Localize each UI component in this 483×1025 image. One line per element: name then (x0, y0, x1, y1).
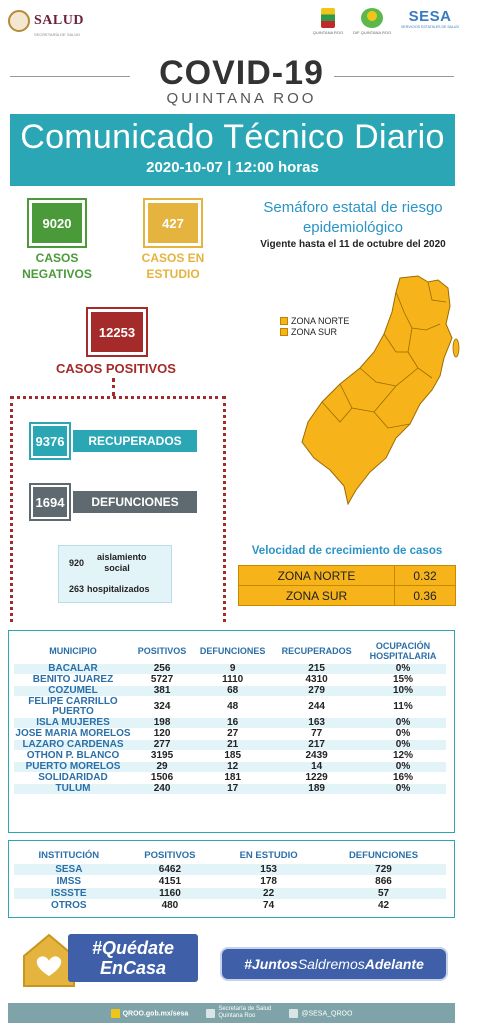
institucion-row-name: IMSS (56, 876, 82, 887)
adelante-word: Adelante (364, 956, 424, 972)
defunciones-row (31, 485, 197, 519)
footer-web[interactable] (111, 1009, 189, 1018)
municipio-row (14, 729, 446, 739)
negativos-label (10, 250, 104, 282)
footer (8, 1003, 455, 1023)
sesa-logo-text: SESA (408, 8, 452, 25)
quedate-line1: #Quédate (91, 938, 175, 958)
municipio-row-cell: 0% (360, 762, 446, 772)
col-header-defunciones: DEFUNCIONES (348, 850, 419, 861)
quintana-roo-map (300, 272, 460, 508)
legend-swatch-icon (280, 317, 288, 325)
col-header-defunciones: DEFUNCIONES (199, 646, 266, 656)
footer-twitter-text: @SESA_QROO (301, 1009, 353, 1017)
footer-facebook-line2: Quintana Roo (218, 1013, 256, 1019)
municipio-row-cell: 163 (273, 718, 360, 728)
negativos-label-line1: CASOS (35, 251, 79, 265)
salud-logo-text: SALUD (34, 13, 84, 28)
report-date: 2020-10-07 | 12:00 horas (146, 159, 319, 176)
map-cozumel-island (453, 339, 459, 357)
institucion-row-cell: 153 (216, 864, 321, 875)
institucion-row-name: SESA (14, 864, 124, 875)
legend-label-norte: ZONA NORTE (291, 316, 350, 326)
salud-logo (8, 10, 84, 37)
dif-sun-icon (361, 8, 383, 28)
institucion-row-cell: 729 (321, 864, 446, 875)
municipio-row-cell: 10% (360, 686, 446, 696)
col-header-positivos: POSITIVOS (144, 850, 196, 861)
municipio-row-cell: 17 (192, 784, 273, 794)
municipio-row-cell: 15% (392, 674, 413, 685)
negativos-box (27, 198, 87, 248)
globe-icon (111, 1009, 120, 1018)
legend-label-sur: ZONA SUR (291, 327, 338, 337)
quedate-line2: EnCasa (99, 958, 167, 978)
dif-logo-caption: DIF QUINTANA ROO (353, 30, 392, 35)
municipio-row-cell: 1110 (222, 674, 244, 685)
municipio-row-name: BACALAR (14, 664, 132, 674)
aislamiento-label-line1: aislamiento (97, 552, 147, 562)
municipio-row-cell: 189 (273, 784, 360, 794)
estudio-label-line1: CASOS EN (141, 251, 205, 265)
semaforo-title: Semáforo estatal de riesgo epidemiológico (263, 199, 443, 236)
institucion-row-cell: 22 (216, 888, 321, 899)
instituciones-header-row (14, 850, 446, 863)
velocidad-zona: ZONA SUR (239, 586, 395, 606)
municipio-row (14, 773, 446, 783)
col-header-en-estudio: EN ESTUDIO (239, 850, 298, 861)
aislamiento-box (58, 545, 172, 603)
aislamiento-label (97, 552, 147, 574)
municipio-row-name: SOLIDARIDAD (38, 772, 108, 783)
municipio-row-cell: 277 (132, 740, 192, 750)
footer-facebook[interactable] (206, 1006, 271, 1020)
municipio-row-cell: 181 (224, 772, 242, 783)
recuperados-value: 9376 (31, 424, 69, 458)
municipio-row-cell: 0% (395, 728, 411, 739)
velocidad-title: Velocidad de crecimiento de casos (251, 545, 443, 557)
municipio-row-name: COZUMEL (14, 686, 132, 696)
municipio-row (14, 664, 446, 674)
municipio-row-cell: 244 (308, 701, 325, 712)
banner-title: Comunicado Técnico Diario (20, 118, 445, 156)
positivos-box (86, 307, 148, 357)
municipio-row-name: BENITO JUAREZ (32, 674, 114, 685)
sesa-logo (401, 8, 459, 29)
institucion-row (14, 900, 446, 911)
estudio-value: 427 (148, 203, 198, 243)
hospitalizados-value: 263 (69, 584, 85, 594)
municipio-row (14, 697, 446, 717)
municipio-row-cell: 9 (192, 664, 273, 674)
velocidad-valor: 0.36 (395, 586, 456, 606)
institucion-row-name: OTROS (51, 900, 87, 911)
municipio-row (14, 740, 446, 750)
instituciones-body (14, 864, 446, 911)
municipio-row-cell: 0% (360, 740, 446, 750)
municipio-row-cell: 256 (132, 664, 192, 674)
col-header-recuperados: RECUPERADOS (281, 646, 352, 656)
velocidad-row (239, 586, 456, 606)
municipio-row-cell: 1229 (305, 772, 328, 783)
recuperados-label: RECUPERADOS (73, 430, 197, 452)
hospitalizados-label: hospitalizados (87, 584, 150, 594)
institucion-row-cell: 866 (375, 876, 392, 887)
aislamiento-value: 920 (69, 558, 85, 568)
municipio-row-cell: 5727 (150, 674, 174, 685)
municipio-row-name: TULUM (14, 784, 132, 794)
municipio-row (14, 762, 446, 772)
juntos-saldremos-banner (220, 947, 448, 981)
partner-logos (313, 8, 459, 35)
municipio-row-name: ISLA MUJERES (14, 718, 132, 728)
institucion-row-cell: 57 (321, 888, 446, 899)
semaforo-vigencia: Vigente hasta el 11 de octubre del 2020 (260, 239, 446, 250)
col-header-institucion: INSTITUCIÓN (38, 850, 100, 861)
col-header-positivos: POSITIVOS (137, 646, 187, 656)
institucion-row-cell: 480 (161, 900, 179, 911)
municipio-row-cell: 185 (224, 750, 242, 761)
municipios-table (14, 640, 446, 795)
municipio-row-cell: 16% (392, 772, 413, 783)
municipio-row-cell: 4310 (305, 674, 328, 685)
estudio-box (143, 198, 203, 248)
municipio-row-cell: 11% (393, 701, 413, 712)
institucion-row-cell: 6462 (124, 864, 217, 875)
municipio-row-cell: 0% (360, 784, 446, 794)
municipio-row-cell: 14 (273, 762, 360, 772)
municipio-row-cell: 27 (227, 728, 239, 739)
legend-swatch-icon (280, 328, 288, 336)
footer-facebook-line1: Secretaría de Salud (218, 1006, 272, 1012)
positivos-value: 12253 (91, 312, 143, 352)
institucion-row-cell: 74 (263, 900, 275, 911)
saldremos-word: Saldremos (297, 956, 365, 972)
velocidad-zona: ZONA NORTE (239, 566, 395, 586)
qroo-shield-icon (321, 8, 335, 28)
footer-twitter[interactable] (289, 1009, 352, 1018)
covid-title: COVID-19 (159, 54, 324, 92)
negativos-value: 9020 (32, 203, 82, 243)
velocidad-valor: 0.32 (395, 566, 456, 586)
municipio-row-cell: 2439 (305, 750, 328, 761)
municipio-row-cell: 215 (273, 664, 360, 674)
municipio-row-cell: 29 (132, 762, 192, 772)
municipio-row-cell: 0% (360, 718, 446, 728)
municipio-row-cell: 68 (192, 686, 273, 696)
col-header-municipio: MUNICIPIO (49, 646, 97, 656)
municipio-row-name: FELIPE CARRILLO PUERTO (28, 696, 118, 717)
municipios-header-row (14, 641, 446, 663)
twitter-icon (289, 1009, 298, 1018)
municipio-row-cell: 12 (192, 762, 273, 772)
footer-web-text: QROO.gob.mx/sesa (122, 1009, 189, 1017)
aislamiento-label-line2: social (104, 563, 130, 573)
institucion-row-cell: 4151 (158, 876, 182, 887)
defunciones-value: 1694 (31, 485, 69, 519)
instituciones-table (14, 849, 446, 912)
velocidad-table (238, 565, 456, 606)
salud-seal-icon (8, 10, 30, 32)
juntos-word: #Juntos (244, 956, 298, 972)
municipio-row-cell: 0% (360, 664, 446, 674)
positivos-label: CASOS POSITIVOS (56, 361, 176, 376)
municipio-row-name: PUERTO MORELOS (14, 762, 132, 772)
municipio-row (14, 751, 446, 761)
estudio-label (126, 250, 220, 282)
municipio-row-cell: 3195 (150, 750, 174, 761)
institucion-row (14, 888, 446, 899)
dif-logo (353, 8, 391, 35)
municipio-row-cell: 198 (132, 718, 192, 728)
estudio-label-line2: ESTUDIO (146, 267, 200, 281)
municipio-row (14, 675, 446, 685)
municipio-row (14, 718, 446, 728)
institucion-row (14, 876, 446, 887)
municipio-row-cell: 217 (273, 740, 360, 750)
institucion-row (14, 864, 446, 875)
municipio-row-name: JOSE MARIA MORELOS (15, 728, 131, 739)
municipio-row-name: LAZARO CARDENAS (14, 740, 132, 750)
municipio-row (14, 784, 446, 794)
comunicado-banner (10, 114, 455, 186)
municipio-row-cell: 324 (153, 701, 171, 712)
municipio-row-name: OTHON P. BLANCO (26, 750, 120, 761)
institucion-row-cell: 1160 (124, 888, 217, 899)
municipio-row-cell: 16 (192, 718, 273, 728)
col-header-ocupacion: OCUPACIÓN HOSPITALARIA (369, 641, 437, 661)
sesa-logo-subtitle: SERVICIOS ESTATALES DE SALUD (401, 25, 459, 29)
recuperados-row (31, 424, 197, 458)
velocidad-row (239, 566, 456, 586)
municipio-row-cell: 77 (311, 728, 323, 739)
defunciones-label: DEFUNCIONES (73, 491, 197, 513)
negativos-label-line2: NEGATIVOS (22, 267, 92, 281)
municipio-row-cell: 48 (227, 701, 239, 712)
municipio-row-cell: 21 (192, 740, 273, 750)
municipios-body (14, 664, 446, 794)
institucion-row-cell: 42 (377, 900, 390, 911)
salud-logo-subtitle: SECRETARÍA DE SALUD (34, 32, 81, 37)
municipio-row-cell: 240 (132, 784, 192, 794)
facebook-icon (206, 1009, 215, 1018)
municipio-row-cell: 279 (273, 686, 360, 696)
municipio-row-cell: 120 (153, 728, 171, 739)
municipio-row (14, 686, 446, 696)
region-title: QUINTANA ROO (166, 90, 317, 107)
municipio-row-cell: 381 (132, 686, 192, 696)
positivos-connector (112, 378, 115, 396)
map-state-shape (302, 276, 452, 504)
institucion-row-cell: 178 (260, 876, 277, 887)
qroo-logo-caption: QUINTANA ROO (312, 30, 344, 35)
municipio-row-cell: 12% (392, 750, 413, 761)
institucion-row-name: ISSSTE (14, 888, 124, 899)
municipio-row-cell: 1506 (150, 772, 174, 783)
quedate-en-casa-banner (68, 934, 198, 982)
qroo-logo (313, 8, 343, 35)
